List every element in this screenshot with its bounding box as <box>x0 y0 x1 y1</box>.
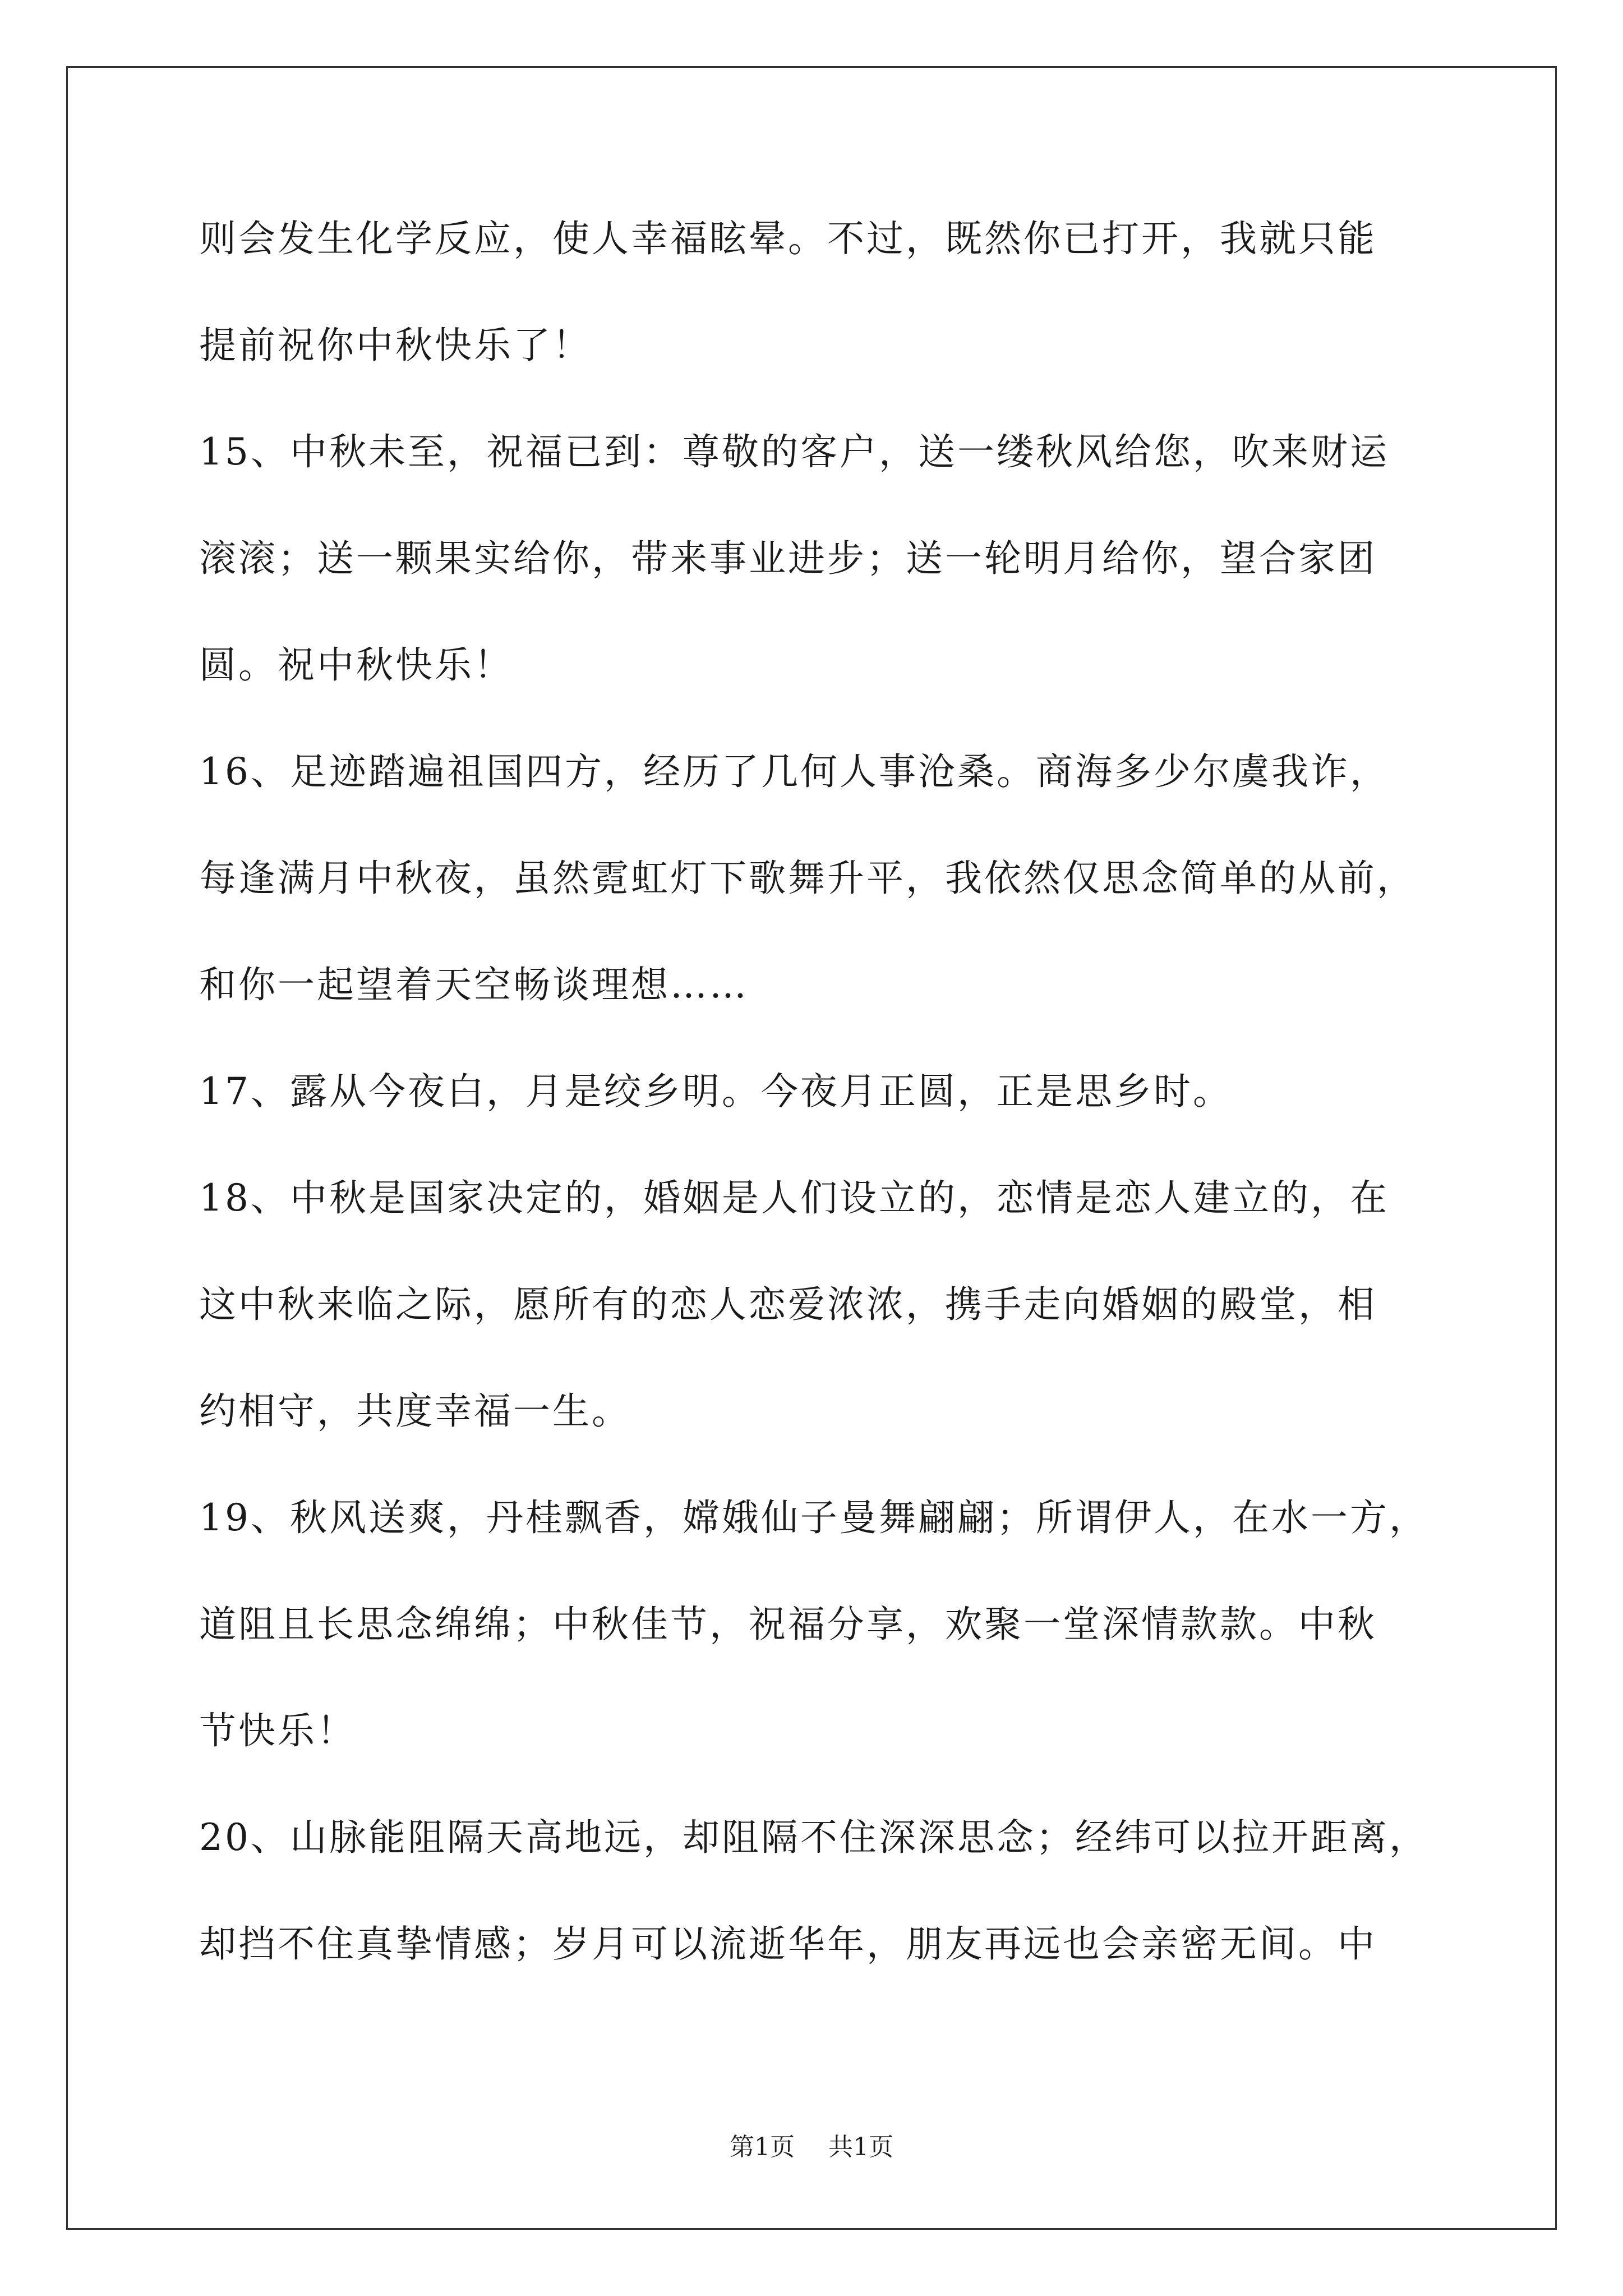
text-line: 约相守，共度幸福一生。 <box>199 1389 631 1433</box>
text-line: 道阻且长思念绵绵；中秋佳节，祝福分享，欢聚一堂深情款款。中秋 <box>199 1603 1377 1646</box>
text-line: 17、露从今夜白，月是绞乡明。今夜月正圆，正是思乡时。 <box>199 1070 1232 1113</box>
text-line: 每逢满月中秋夜，虽然霓虹灯下歌舞升平，我依然仅思念简单的从前， <box>199 857 1416 900</box>
text-line: 提前祝你中秋快乐了！ <box>199 324 592 367</box>
text-line: 滚滚；送一颗果实给你，带来事业进步；送一轮明月给你，望合家团 <box>199 537 1377 580</box>
text-line: 圆。祝中秋快乐！ <box>199 643 513 687</box>
text-line: 则会发生化学反应，使人幸福眩晕。不过，既然你已打开，我就只能 <box>199 217 1377 260</box>
text-line: 16、足迹踏遍祖国四方，经历了几何人事沧桑。商海多少尔虞我诈， <box>199 750 1389 793</box>
text-line: 这中秋来临之际，愿所有的恋人恋爱浓浓，携手走向婚姻的殿堂，相 <box>199 1283 1377 1326</box>
document-body <box>199 213 1438 2025</box>
page-number-total: 共1页 <box>828 2133 893 2161</box>
page-footer <box>0 2131 1623 2164</box>
page-number-current: 第1页 <box>730 2133 795 2161</box>
text-line: 15、中秋未至，祝福已到：尊敬的客户，送一缕秋风给您，吹来财运 <box>199 430 1389 473</box>
text-line: 20、山脉能阻隔天高地远，却阻隔不住深深思念；经纬可以拉开距离， <box>199 1816 1428 1859</box>
text-line: 和你一起望着天空畅谈理想…… <box>199 963 749 1006</box>
text-line: 却挡不住真挚情感；岁月可以流逝华年，朋友再远也会亲密无间。中 <box>199 1922 1377 1966</box>
text-line: 19、秋风送爽，丹桂飘香，嫦娥仙子曼舞翩翩；所谓伊人，在水一方， <box>199 1496 1428 1539</box>
text-line: 节快乐！ <box>199 1709 356 1752</box>
text-line: 18、中秋是国家决定的，婚姻是人们设立的，恋情是恋人建立的，在 <box>199 1176 1389 1220</box>
